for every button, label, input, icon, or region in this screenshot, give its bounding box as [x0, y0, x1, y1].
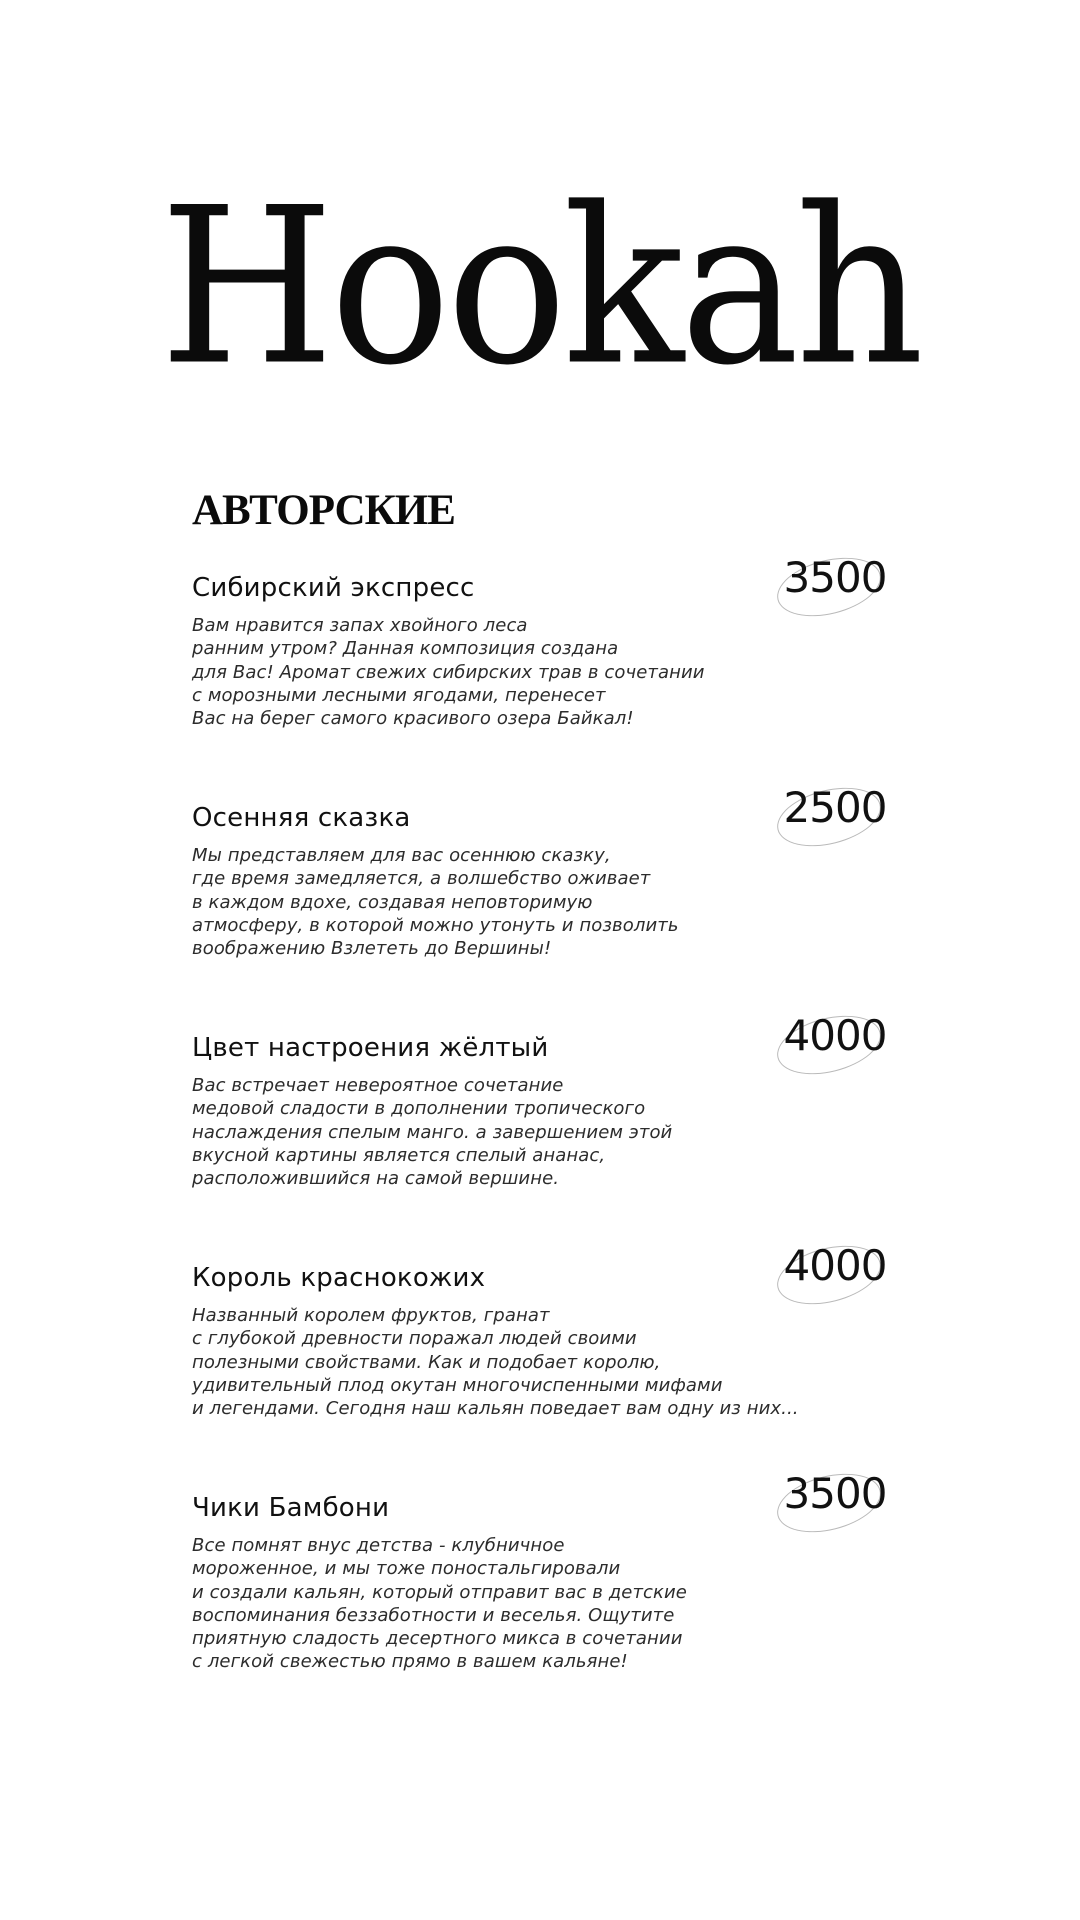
price-value: 3500 — [783, 1469, 887, 1518]
price-value: 4000 — [783, 1011, 887, 1060]
item-description: Все помнят внус детства - клубничное мороженное, и мы тоже поностальгировали и создали кальян, который отправит вас в детские воспоминания беззаботности и веселья. Ощутите приятную сладость десертного микса в сочетании с легкой свежестью прямо в вашем кальяне! — [192, 1535, 687, 1673]
item-name: Чики Бамбони — [192, 1493, 390, 1523]
item-price — [770, 1240, 900, 1310]
item-description: Вас встречает невероятное сочетание медовой сладости в дополнении тропического наслаждения спелым манго. а завершением этой вкусной картины является спелый ананас, расположившийся на самой вершине. — [192, 1075, 673, 1190]
item-price — [770, 1010, 900, 1080]
price-value: 2500 — [783, 783, 887, 832]
item-price — [770, 552, 900, 622]
item-price — [770, 782, 900, 852]
price-value: 3500 — [783, 553, 887, 602]
item-description: Мы представляем для вас осеннюю сказку, где время замедляется, а волшебство оживает в каждом вдохе, создавая неповторимую атмосферу, в которой можно утонуть и позволить воображению Взлететь до Вершины! — [192, 845, 679, 960]
section-heading: АВТОРСКИЕ — [192, 487, 455, 534]
menu-title: Hookah — [159, 161, 921, 414]
item-price — [770, 1468, 900, 1538]
item-description: Вам нравится запах хвойного леса ранним утром? Данная композиция создана для Вас! Аромат свежих сибирских трав в сочетании с морозными лесными ягодами, перенесет Вас на берег самого красивого озера Байкал! — [192, 615, 705, 730]
item-name: Цвет настроения жёлтый — [192, 1033, 549, 1063]
item-name: Король краснокожих — [192, 1263, 486, 1293]
item-description: Названный королем фруктов, гранат с глубокой древности поражал людей своими полезными свойствами. Как и подобает королю, удивительный плод окутан многочиспенными мифами и легендами. Сегодня наш кальян поведает вам одну из них... — [192, 1305, 799, 1420]
item-name: Осенняя сказка — [192, 803, 411, 833]
item-name: Сибирский экспресс — [192, 573, 475, 603]
price-value: 4000 — [783, 1241, 887, 1290]
